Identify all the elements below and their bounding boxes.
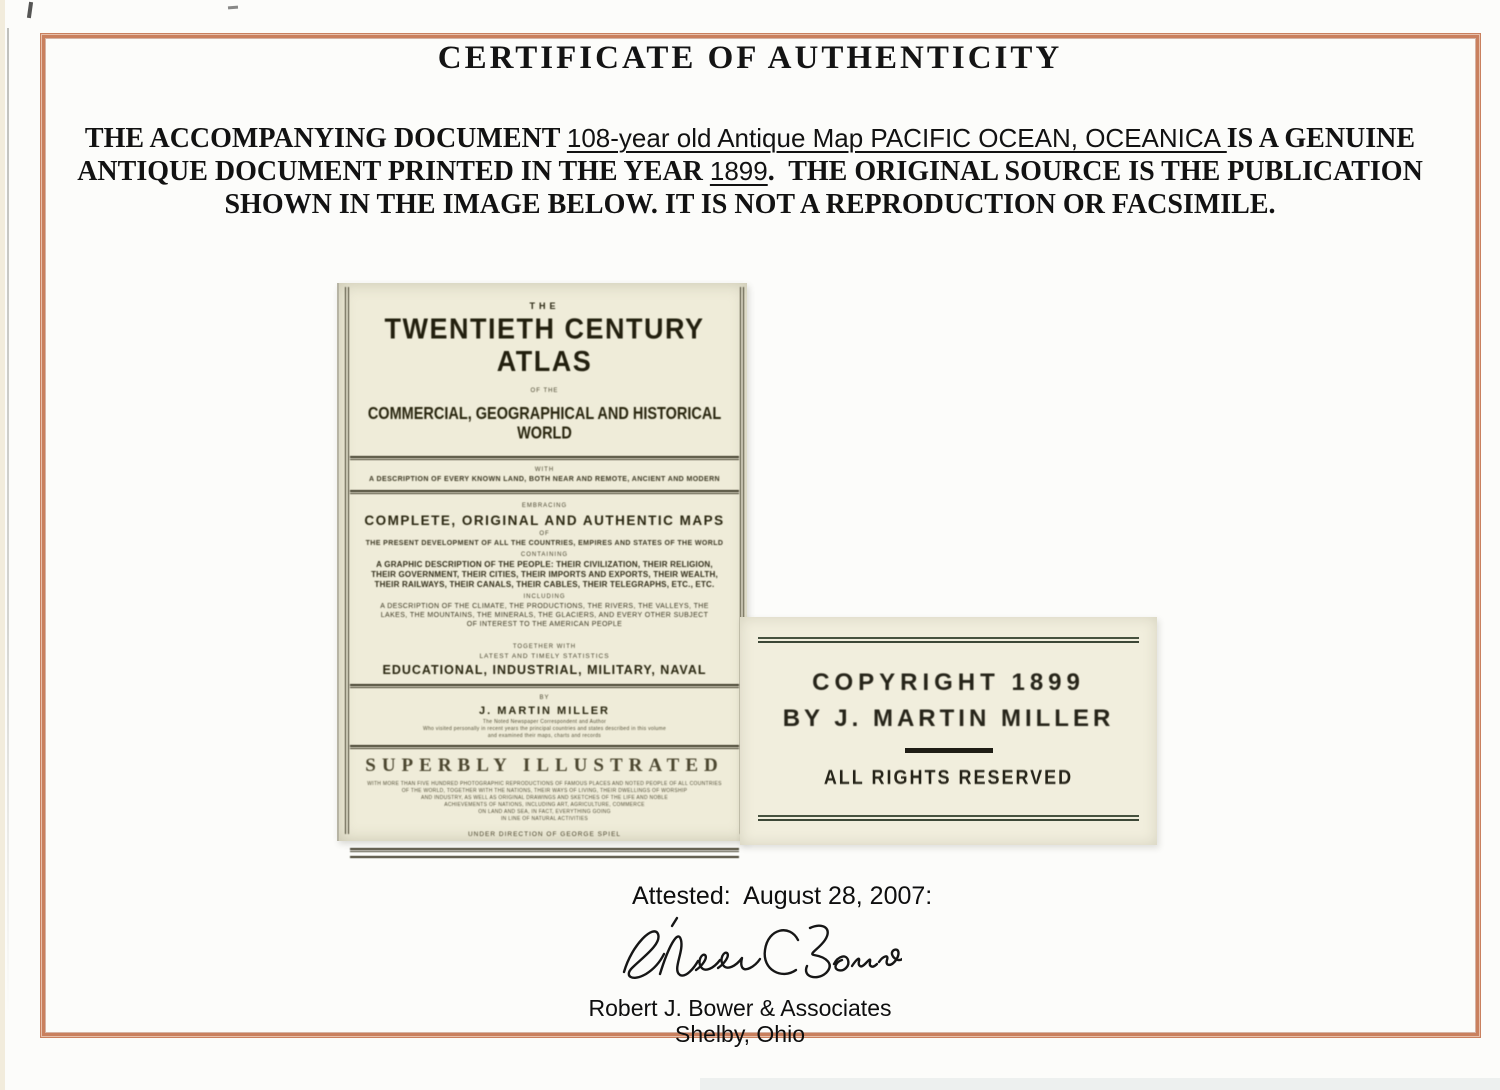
atlas-illustrated-line: OF THE WORLD, TOGETHER WITH THE NATIONS, THEIR WAYS OF LIVING, THEIR DWELLINGS OF WORSHIP: [401, 788, 688, 794]
body-line1-serif: THE ACCOMPANYING DOCUMENT: [84, 123, 567, 154]
certificate-body: [30, 122, 1470, 221]
body-line2-serif: ANTIQUE DOCUMENT PRINTED IN THE YEAR: [77, 156, 710, 187]
atlas-with: WITH: [534, 467, 555, 473]
atlas-section-author: [349, 688, 740, 745]
atlas-graphic-description: A GRAPHIC DESCRIPTION OF THE PEOPLE: THEIR CIVILIZATION, THEIR RELIGION, THEIR GOVERNMENT, THEIR CITIES, THEIR IMPORTS AND EXPORTS, THEIR WEALTH, THEIR RAILWAYS, THEIR CANALS, THEIR CABLES, THEIR TELEGRAPHS, ETC., ETC.: [371, 560, 718, 589]
atlas-author-credential: Who visited personally in recent years the principal countries and states described in this volume: [422, 726, 667, 732]
atlas-section-description: [349, 460, 740, 490]
scan-edge-strip: [0, 0, 5, 1090]
copyright-bottom-rule: [758, 815, 1139, 821]
atlas-illustrated-line: ACHIEVEMENTS OF NATIONS, INCLUDING ART, AGRICULTURE, COMMERCE: [444, 802, 645, 808]
attested-date-line: Attested: August 28, 2007:: [632, 882, 933, 910]
atlas-containing: CONTAINING: [520, 552, 569, 558]
atlas-section-contents: [349, 494, 740, 684]
atlas-rule: [350, 856, 739, 858]
atlas-of-the: OF THE: [530, 388, 559, 394]
scan-edge-line: [7, 28, 9, 1016]
scan-speck: [27, 2, 33, 18]
atlas-illustrated-line: AND INDUSTRY, AS WELL AS ORIGINAL DRAWINGS AND SKETCHES OF THE LIFE AND NOBLE: [420, 795, 669, 801]
atlas-the: THE: [529, 301, 560, 311]
atlas-subtitle: COMMERCIAL, GEOGRAPHICAL AND HISTORICAL WORLD: [367, 404, 722, 444]
atlas-maps-line: COMPLETE, ORIGINAL AND AUTHENTIC MAPS: [364, 513, 725, 528]
copyright-divider-rule: [905, 748, 993, 753]
atlas-direction-line: UNDER DIRECTION OF GEORGE SPIEL: [467, 831, 622, 838]
atlas-development-line: THE PRESENT DEVELOPMENT OF ALL THE COUNTRIES, EMPIRES AND STATES OF THE WORLD: [365, 540, 724, 547]
body-line1-end: IS A GENUINE: [1226, 123, 1416, 154]
atlas-illustrated-line: ON LAND AND SEA, IN FACT, EVERYTHING GOING: [478, 809, 611, 815]
copyright-notice-photo: [740, 617, 1157, 845]
atlas-author: J. MARTIN MILLER: [479, 705, 610, 717]
atlas-illustrated-line: WITH MORE THAN FIVE HUNDRED PHOTOGRAPHIC REPRODUCTIONS OF FAMOUS PLACES AND NOTED PEOPLE OF ALL COUNTRIES: [367, 781, 722, 787]
atlas-illustrated-line: IN LINE OF NATURAL ACTIVITIES: [500, 816, 589, 822]
scan-speck: [228, 6, 238, 10]
atlas-by: BY: [539, 695, 550, 701]
atlas-climate-description: A DESCRIPTION OF THE CLIMATE, THE PRODUCTIONS, THE RIVERS, THE VALLEYS, THE LAKES, THE MOUNTAINS, THE MINERALS, THE GLACIERS, AND EVERY OTHER SUBJECT OF INTEREST TO THE AMERICAN PEOPLE: [380, 603, 709, 628]
body-line-1: [30, 122, 1470, 155]
atlas-title-page-photo: [337, 283, 747, 841]
atlas-embracing: EMBRACING: [521, 503, 568, 509]
atlas-section-illustrated: [349, 749, 740, 848]
copyright-by-line: BY J. MARTIN MILLER: [782, 705, 1115, 732]
all-rights-reserved-line: ALL RIGHTS RESERVED: [823, 765, 1074, 789]
atlas-author-credential: The Noted Newspaper Correspondent and Author: [482, 719, 607, 725]
scan-artifact-bar: [700, 1078, 1500, 1090]
year-underlined: 1899: [709, 156, 768, 186]
copyright-top-rule: [758, 637, 1139, 643]
atlas-printed-frame: [345, 287, 744, 838]
attestor-block: [440, 995, 1040, 1047]
certificate-title: CERTIFICATE OF AUTHENTICITY: [437, 40, 1063, 76]
body-line-2: [30, 155, 1470, 188]
atlas-statistics-line: LATEST AND TIMELY STATISTICS: [479, 653, 610, 660]
attestor-location: Shelby, Ohio: [675, 1021, 805, 1047]
signature-eileen-c-bower: [602, 910, 902, 1002]
copyright-line: COPYRIGHT 1899: [812, 669, 1085, 696]
atlas-including: INCLUDING: [523, 594, 566, 600]
attestor-company: Robert J. Bower & Associates: [588, 995, 892, 1021]
body-line-3: SHOWN IN THE IMAGE BELOW. IT IS NOT A REPRODUCTION OR FACSIMILE.: [224, 189, 1276, 220]
atlas-author-credential: and examined their maps, charts and records: [487, 733, 602, 739]
document-name-underlined: 108-year old Antique Map PACIFIC OCEAN, OCEANICA: [566, 123, 1227, 153]
atlas-together-with: TOGETHER WITH: [512, 644, 577, 650]
atlas-title: TWENTIETH CENTURY ATLAS: [384, 313, 705, 378]
atlas-section-title: [349, 287, 740, 456]
body-line2-end: . THE ORIGINAL SOURCE IS THE PUBLICATION: [767, 156, 1423, 187]
atlas-illustrated-heading: SUPERBLY ILLUSTRATED: [365, 755, 724, 776]
atlas-description: A DESCRIPTION OF EVERY KNOWN LAND, BOTH NEAR AND REMOTE, ANCIENT AND MODERN: [369, 476, 720, 483]
atlas-of: OF: [539, 531, 550, 537]
atlas-categories-line: EDUCATIONAL, INDUSTRIAL, MILITARY, NAVAL: [382, 663, 707, 677]
